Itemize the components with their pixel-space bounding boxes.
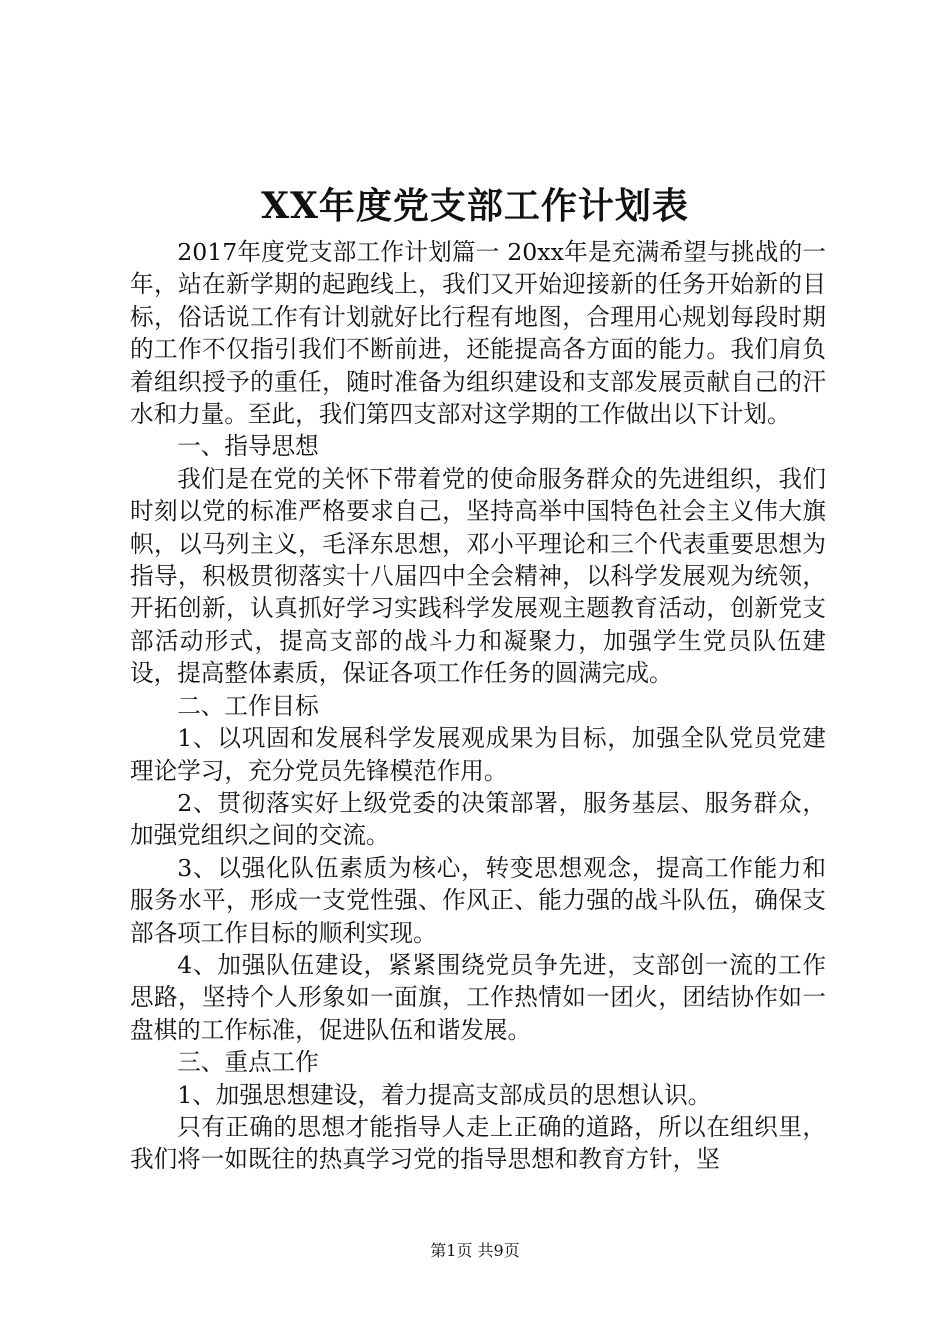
paragraph-goal-1: 1、以巩固和发展科学发展观成果为目标，加强全队党员党建理论学习，充分党员先锋模范作用。 bbox=[130, 724, 826, 785]
section-heading-guiding-thought: 一、指导思想 bbox=[177, 432, 319, 461]
page-footer: 第1页 共9页 bbox=[430, 1241, 520, 1260]
paragraph-goal-4: 4、加强队伍建设，紧紧围绕党员争先进，支部创一流的工作思路，坚持个人形象如一面旗，工作热情如一团火，团结协作如一盘棋的工作标准，促进队伍和谐发展。 bbox=[130, 950, 826, 1044]
paragraph-goal-2: 2、贯彻落实好上级党委的决策部署，服务基层、服务群众，加强党组织之间的交流。 bbox=[130, 788, 826, 850]
section-heading-key-work: 三、重点工作 bbox=[177, 1048, 319, 1077]
section-heading-work-goals: 二、工作目标 bbox=[177, 691, 319, 720]
document-body bbox=[130, 236, 826, 1176]
paragraph-intro: 2017年度党支部工作计划篇一 20xx年是充满希望与挑战的一年，站在新学期的起跑线上，我们又开始迎接新的任务开始新的目标，俗话说工作有计划就好比行程有地图，合理用心规划每段时期的工作不仅指引我们不断前进，还能提高各方面的能力。我们肩负着组织授予的重任，随时准备为组织建设和支部发展贡献自己的汗水和力量。至此，我们第四支部对这学期的工作做出以下计划。 bbox=[130, 238, 826, 429]
paragraph-key-work-1-detail: 只有正确的思想才能指导人走上正确的道路，所以在组织里，我们将一如既往的热真学习党的指导思想和教育方针，坚 bbox=[130, 1112, 826, 1174]
paragraph-key-work-1: 1、加强思想建设，着力提高支部成员的思想认识。 bbox=[177, 1080, 712, 1109]
paragraph-goal-3: 3、以强化队伍素质为核心，转变思想观念，提高工作能力和服务水平，形成一支党性强、作风正、能力强的战斗队伍，确保支部各项工作目标的顺利实现。 bbox=[130, 853, 826, 947]
document-title: XX年度党支部工作计划表 bbox=[261, 185, 689, 227]
paragraph-guiding-thought: 我们是在党的关怀下带着党的使命服务群众的先进组织，我们时刻以党的标准严格要求自己，坚持高举中国特色社会主义伟大旗帜，以马列主义，毛泽东思想，邓小平理论和三个代表重要思想为指导，积极贯彻落实十八届四中全会精神，以科学发展观为统领，开拓创新，认真抓好学习实践科学发展观主题教育活动，创新党支部活动形式，提高支部的战斗力和凝聚力，加强学生党员队伍建设，提高整体素质，保证各项工作任务的圆满完成。 bbox=[130, 464, 826, 688]
